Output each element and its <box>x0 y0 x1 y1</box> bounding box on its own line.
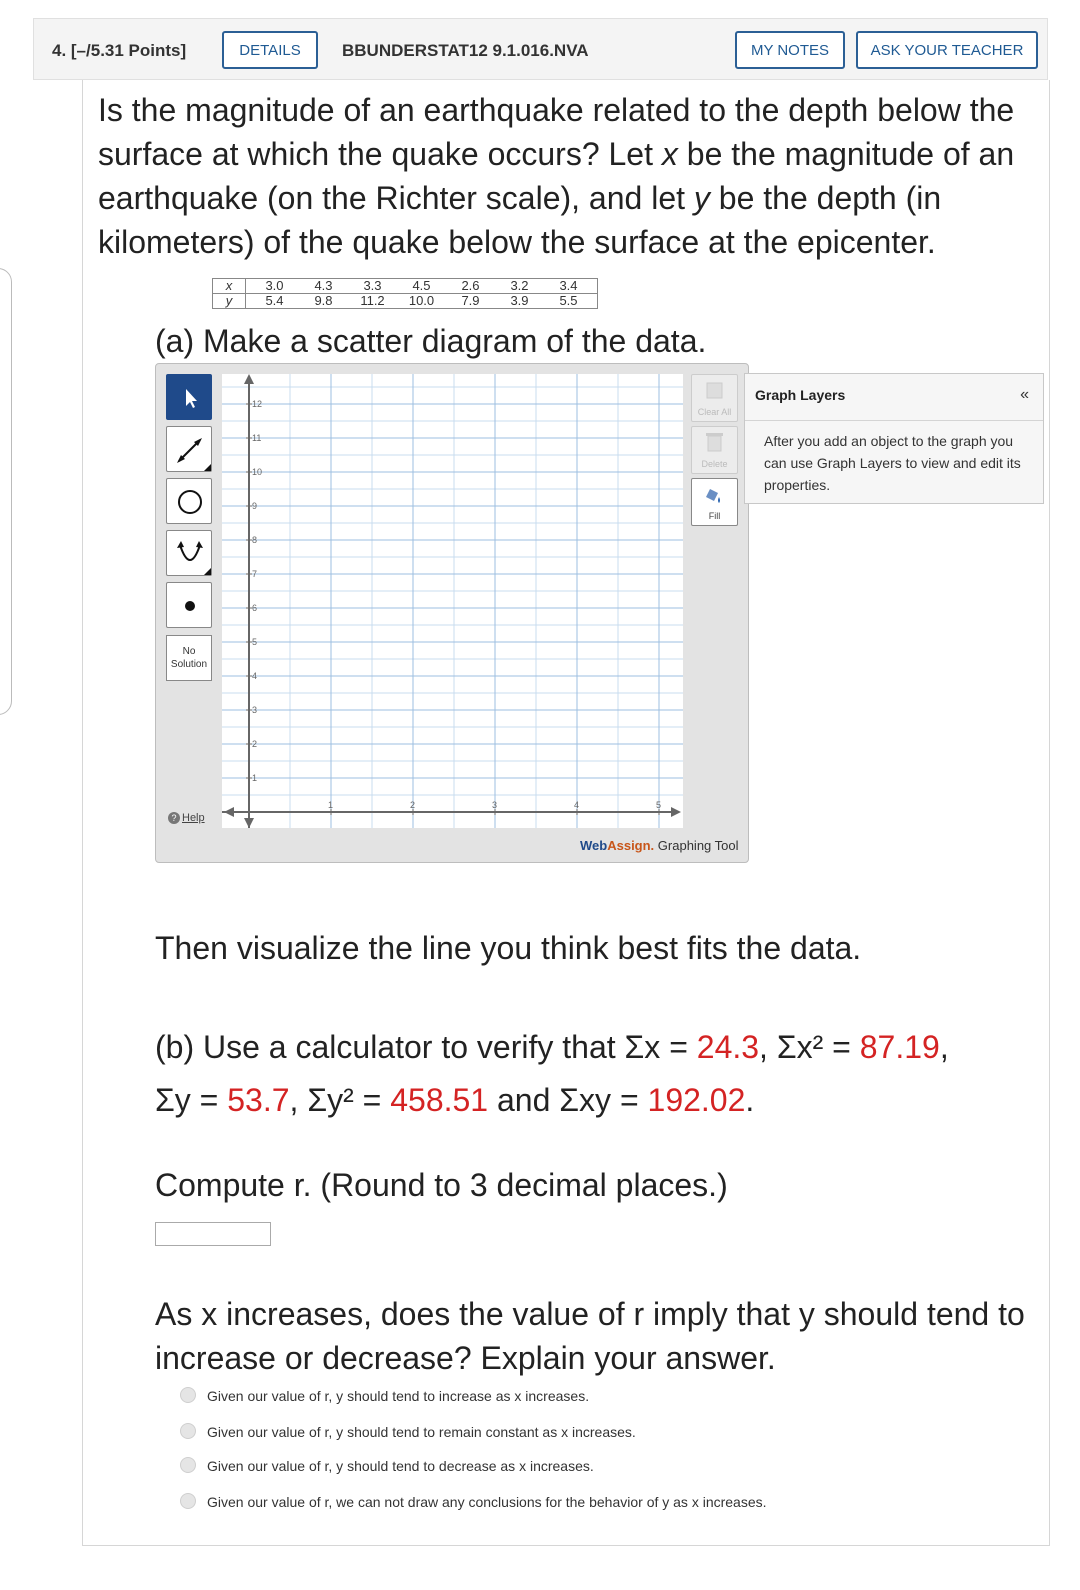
my-notes-button[interactable]: MY NOTES <box>735 31 845 69</box>
collapse-icon[interactable]: « <box>1020 386 1029 403</box>
x-tick-label: 2 <box>410 800 416 810</box>
y-values: 5.4 9.8 11.2 10.0 7.9 3.9 5.5 <box>246 294 598 309</box>
y-tick-label: 7 <box>252 569 258 579</box>
radio-button[interactable] <box>180 1423 196 1439</box>
left-edge-tab <box>0 268 12 715</box>
y-tick-label: 4 <box>252 671 258 681</box>
help-link[interactable]: ? Help <box>168 812 205 824</box>
help-icon: ? <box>168 812 180 824</box>
trend-question: As x increases, does the value of r imply that y should tend to increase or decrease? Explain your answer. <box>155 1296 1025 1376</box>
webassign-brand: WebAssign. Graphing Tool <box>580 838 739 853</box>
visualize-line-text: Then visualize the line you think best fits the data. <box>155 930 862 966</box>
data-table <box>212 278 598 309</box>
line-tool-button[interactable] <box>166 426 212 472</box>
x-tick-label: 4 <box>574 800 580 810</box>
trash-icon <box>692 427 737 457</box>
y-tick-label: 11 <box>252 433 262 443</box>
radio-button[interactable] <box>180 1493 196 1509</box>
y-tick-label: 1 <box>252 773 258 783</box>
part-a-heading: (a) Make a scatter diagram of the data. <box>155 323 707 359</box>
x-header: x <box>213 279 246 294</box>
parabola-tool-button[interactable] <box>166 530 212 576</box>
line-icon <box>167 427 213 473</box>
radio-button[interactable] <box>180 1387 196 1403</box>
question-header <box>33 18 1048 80</box>
fill-button[interactable]: Fill <box>691 478 738 526</box>
clear-all-button[interactable]: Clear All <box>691 374 738 422</box>
x-axis-arrow <box>671 807 681 817</box>
no-solution-button[interactable]: No Solution <box>166 635 212 681</box>
problem-code: BBUNDERSTAT12 9.1.016.NVA <box>342 41 589 60</box>
x-axis-arrow <box>224 807 234 817</box>
graphing-tool <box>155 363 749 863</box>
graph-layers-help: After you add an object to the graph you can use Graph Layers to view and edit its properties. <box>764 433 1021 493</box>
compute-r-prompt: Compute r. (Round to 3 decimal places.) <box>155 1167 728 1203</box>
x-tick-label: 3 <box>492 800 498 810</box>
y-tick-label: 3 <box>252 705 258 715</box>
coordinate-grid <box>222 374 683 828</box>
r-answer-input[interactable] <box>155 1222 271 1246</box>
y-tick-label: 6 <box>252 603 258 613</box>
question-number: 4. [–/5.31 Points] <box>52 41 187 60</box>
parabola-icon <box>167 531 213 577</box>
pointer-tool-button[interactable] <box>166 374 212 420</box>
x-values: 3.0 4.3 3.3 4.5 2.6 3.2 3.4 <box>246 279 598 294</box>
graph-layers-title: Graph Layers <box>755 387 846 403</box>
pointer-icon <box>167 375 213 421</box>
y-tick-label: 2 <box>252 739 258 749</box>
y-tick-label: 5 <box>252 637 258 647</box>
radio-button[interactable] <box>180 1457 196 1473</box>
details-button[interactable]: DETAILS <box>222 31 318 69</box>
y-tick-label: 8 <box>252 535 258 545</box>
graph-layers-panel <box>744 373 1044 504</box>
y-header: y <box>213 294 246 309</box>
clear-icon <box>692 375 737 405</box>
question-text: Is the magnitude of an earthquake related to the depth below the surface at which the quake occurs? Let x be the magnitude of an earthquake (on the Richter scale), and let y be the depth (in kilometers) of the quake below the surface at the epicenter. <box>98 92 1015 260</box>
x-tick-label: 1 <box>328 800 334 810</box>
part-b-text: (b) Use a calculator to verify that Σx = 24.3, Σx² = 87.19, Σy = 53.7, Σy² = 458.51 and Σxy = 192.02. <box>155 1029 949 1118</box>
x-tick-label: 5 <box>656 800 662 810</box>
y-axis-arrow <box>244 818 254 828</box>
table-row <box>213 279 598 294</box>
y-tick-label: 12 <box>252 399 263 409</box>
point-icon <box>167 583 213 629</box>
y-tick-label: 9 <box>252 501 258 511</box>
ask-teacher-button[interactable]: ASK YOUR TEACHER <box>856 31 1038 69</box>
fill-icon <box>692 479 737 509</box>
circle-tool-button[interactable] <box>166 478 212 524</box>
graph-canvas[interactable] <box>222 374 683 828</box>
table-row <box>213 294 598 309</box>
y-axis-arrow <box>244 374 254 384</box>
delete-button[interactable]: Delete <box>691 426 738 474</box>
divider <box>745 420 1043 421</box>
y-tick-label: 10 <box>252 467 263 477</box>
circle-icon <box>167 479 213 525</box>
point-tool-button[interactable] <box>166 582 212 628</box>
